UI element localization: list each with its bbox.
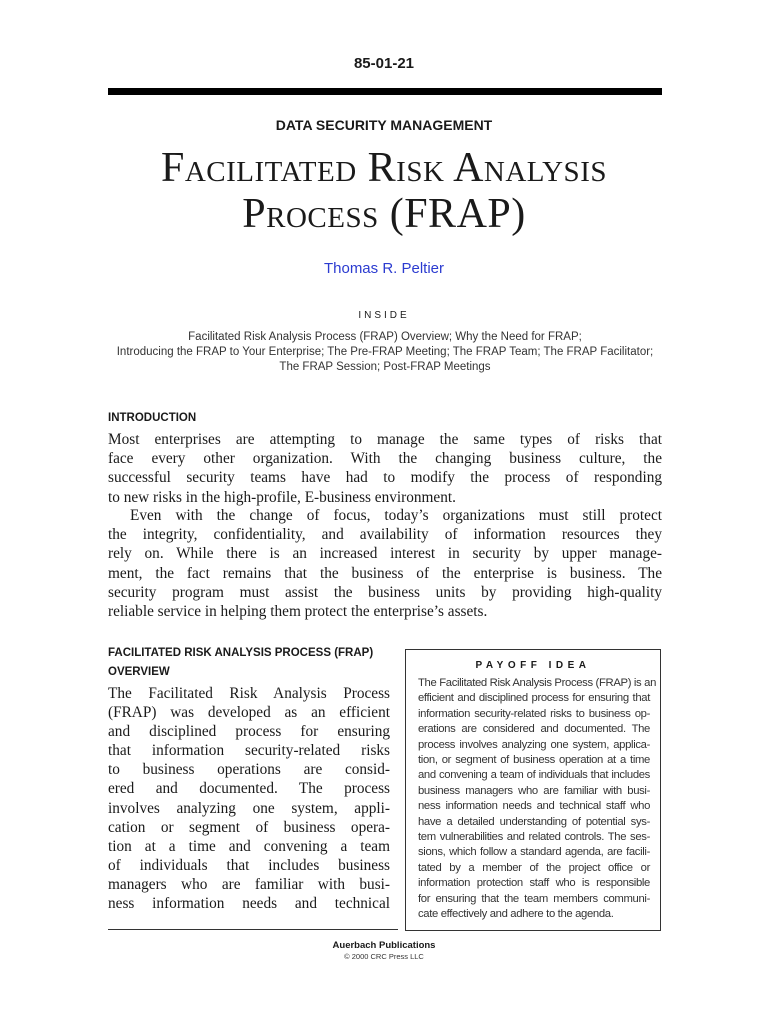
introduction-paragraph-2 (108, 506, 662, 621)
frap-overview-heading (108, 644, 393, 682)
author-name: Thomas R. Peltier (323, 260, 445, 277)
text-line: ness information needs and technical (108, 895, 390, 913)
text-line: of individuals that includes business (108, 856, 390, 874)
payoff-idea-title: PAYOFF IDEA (475, 660, 591, 671)
text-line: to new risks in the high-profile, E-business environment. (108, 488, 456, 506)
text-line: tem vulnerabilities and related controls. The ses- (418, 831, 650, 844)
frap-overview-paragraph (108, 684, 390, 913)
text-line: security program must assist the business units by providing high-quality (108, 583, 662, 601)
text-line: to business operations are consid- (108, 761, 390, 779)
text-line: Even with the change of focus, today’s organizations must still protect (130, 507, 662, 524)
heading-line: FACILITATED RISK ANALYSIS PROCESS (FRAP) (108, 647, 374, 659)
text-line: successful security teams have had to modify the process of responding (108, 469, 662, 487)
payoff-idea-text (418, 676, 657, 923)
payoff-idea-box (405, 649, 661, 931)
text-line: and convening a team of individuals that includes (418, 769, 650, 782)
text-line: ness information needs and technical staff who (418, 800, 650, 813)
text-line: tated by a member of the project office or (418, 861, 650, 874)
text-line: ment, the fact remains that the business of the enterprise is business. The (108, 564, 662, 582)
article-title-line-1: Facilitated Risk Analysis (161, 145, 607, 191)
text-line: ered and documented. The process (108, 780, 390, 798)
inside-line: Facilitated Risk Analysis Process (FRAP) Overview; Why the Need for FRAP; (188, 331, 582, 343)
text-line: face every other organization. With the changing business culture, the (108, 450, 662, 468)
text-line: sions, which follow a standard agenda, are facili- (418, 846, 650, 859)
text-line: cation or segment of business opera- (108, 818, 390, 836)
text-line: have a detailed understanding of potential sys- (418, 815, 650, 828)
introduction-heading: INTRODUCTION (108, 412, 197, 424)
copyright-notice: © 2000 CRC Press LLC (344, 952, 424, 961)
article-title-line-2: Process (FRAP) (242, 191, 526, 237)
text-line: erations are considered and documented. The (418, 723, 650, 736)
text-line: involves analyzing one system, appli- (108, 799, 390, 817)
text-line: process involves analyzing one system, applica- (418, 738, 650, 751)
introduction-paragraph-1 (108, 430, 662, 507)
inside-label: INSIDE (358, 310, 410, 321)
text-line: efficient and disciplined process for ensuring that (418, 692, 650, 705)
text-line: rely on. While there is an increased interest in security by upper manage- (108, 545, 662, 563)
inside-line: The FRAP Session; Post-FRAP Meetings (279, 361, 491, 373)
text-line: Most enterprises are attempting to manage the same types of risks that (108, 431, 662, 448)
text-line: that information security-related risks (108, 742, 390, 760)
section-title: DATA SECURITY MANAGEMENT (275, 117, 493, 133)
text-line: (FRAP) was developed as an efficient (108, 704, 390, 722)
inside-contents (108, 330, 662, 375)
inside-line: Introducing the FRAP to Your Enterprise; The Pre-FRAP Meeting; The FRAP Team; The FRAP Facilitator; (116, 346, 654, 358)
text-line: and disciplined process for ensuring (108, 723, 390, 741)
header-rule (108, 88, 662, 95)
text-line: information security-related risks to business op- (418, 707, 650, 720)
text-line: the integrity, confidentiality, and availability of information resources they (108, 526, 662, 544)
text-line: The Facilitated Risk Analysis Process (FRAP) is an (418, 677, 657, 689)
text-line: reliable service in helping them protect the enterprise’s assets. (108, 603, 488, 621)
text-line: for ensuring that the team members communi- (418, 892, 650, 905)
document-number: 85-01-21 (353, 55, 415, 72)
text-line: tion at a time and convening a team (108, 837, 390, 855)
text-line: information protection staff who is responsible (418, 877, 650, 890)
text-line: cate effectively and adhere to the agenda. (418, 908, 614, 921)
heading-line: OVERVIEW (108, 666, 170, 678)
text-line: managers who are familiar with busi- (108, 875, 390, 893)
footer-rule (108, 929, 398, 930)
text-line: tion, or segment of business operation at a time (418, 754, 650, 767)
article-title (0, 145, 768, 237)
text-line: business managers who are familiar with busi- (418, 784, 650, 797)
publisher-name: Auerbach Publications (332, 940, 436, 951)
text-line: The Facilitated Risk Analysis Process (108, 685, 390, 702)
